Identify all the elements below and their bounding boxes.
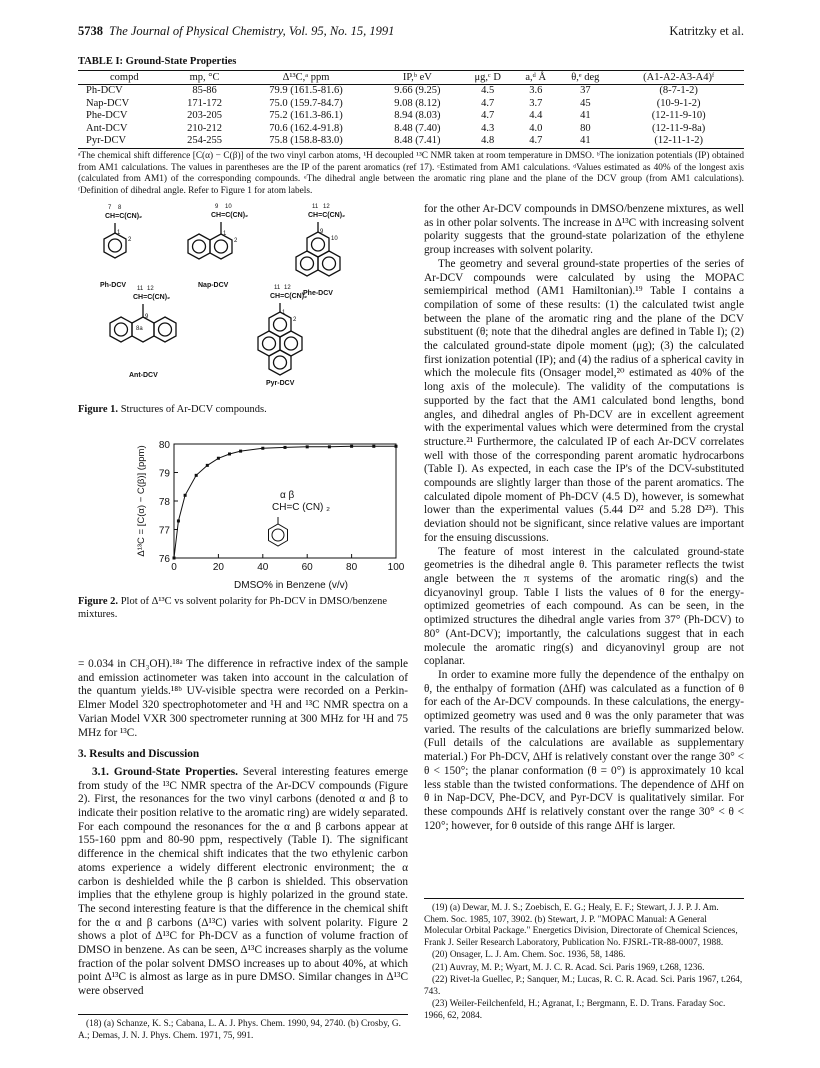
ant-atom-9: 9 (145, 314, 149, 320)
ant-atom-12: 12 (147, 286, 154, 292)
x-tick-label: 20 (212, 562, 224, 573)
table-row (78, 135, 744, 148)
figure-1-caption-label: Figure 1. (78, 404, 119, 415)
table-cell: 4.4 (529, 110, 543, 122)
table-cell: 70.6 (162.4-91.8) (269, 122, 343, 134)
reference-23: (23) Weiler-Feilchenfeld, H.; Agranat, I.; Bergmann, E. D. Trans. Faraday Soc. 1966, 62, 2084. (424, 999, 726, 1021)
right-paragraph-3: The feature of most interest in the calculated ground-state geometries is the dihedral angle θ. This parameter reflects the twist angle between the π systems of the aromatic ring(s) and the dicyanovinyl group. Table I lists the values of θ for the energy-optimized geometries of each compound. As can be seen, in the optimized structures the dihedral angle varies from 37° (Ph-DCV) to 80° (Ant-DCV); importantly, the calculations suggest that in each molecule the aromatic ring(s) and dicyanovinyl group are not coplanar. (424, 545, 744, 668)
data-point (206, 464, 209, 467)
header-author: Katritzky et al. (669, 24, 744, 38)
table-row (78, 98, 744, 111)
table-cell: 79.9 (161.5-81.6) (269, 85, 343, 96)
phe-ring-b (296, 251, 318, 276)
figure-1-caption (78, 404, 408, 417)
nap-atom-2: 2 (234, 238, 238, 244)
table-cell: Nap-DCV (86, 97, 130, 109)
table-cell: 4.3 (481, 122, 495, 134)
x-tick-label: 40 (257, 562, 269, 573)
table-row (78, 85, 744, 98)
journal-citation: The Journal of Physical Chemistry, Vol. 95, No. 15, 1991 (109, 24, 395, 38)
table-cell: 9.66 (9.25) (394, 85, 441, 96)
ant-atom-8a: 8a (136, 326, 143, 332)
table-cell: Phe-DCV (86, 110, 128, 122)
phe-dcv-label: Phe-DCV (303, 290, 333, 297)
table-cell: 4.5 (481, 85, 495, 96)
figure-1-structures (78, 200, 408, 402)
table-cell: Ph-DCV (86, 85, 123, 96)
table-cell: 8.94 (8.03) (394, 110, 441, 122)
data-point (177, 519, 180, 522)
nap-ring-b (188, 234, 210, 259)
table-cell: 80 (580, 122, 591, 134)
y-tick-label: 80 (158, 440, 170, 451)
table-cell: 8.48 (7.41) (374, 135, 462, 148)
table-cell: 210-212 (187, 122, 223, 134)
right-column-text (424, 203, 744, 833)
reference-19: (19) (a) Dewar, M. J. S.; Zoebisch, E. G.; Healy, E. F.; Stewart, J. J. P. J. Am. Chem. Soc. 1985, 107, 3902. (b) Stewart, J. P. "MOPAC Manual: A General Molecular Orbital Package." Energetics Division, Directorate of Chemical Sciences, Frank J. Seiler Research Laboratory, Publication No. FJSRL-TR-88-0007, 1988. (424, 903, 738, 948)
figure-1-caption-text: Structures of Ar-DCV compounds. (120, 404, 267, 415)
table-header-row (78, 71, 744, 85)
table-title: TABLE I: Ground-State Properties (78, 56, 237, 67)
pyr-atom-12: 12 (284, 285, 291, 291)
ph-atom-7: 7 (108, 205, 112, 211)
data-point (195, 474, 198, 477)
table-cell: 75.8 (158.8-83.0) (239, 135, 374, 148)
left-references (78, 1014, 408, 1043)
ant-ring-b (110, 317, 132, 342)
data-point (184, 494, 187, 497)
nap-atom-1: 1 (223, 231, 227, 237)
table-cell: Ant-DCV (86, 122, 128, 134)
nap-atom-10: 10 (225, 204, 232, 210)
ph-dcv-label: Ph-DCV (100, 282, 127, 289)
figure-2-caption-label: Figure 2. (78, 596, 119, 607)
figure-2-caption (78, 596, 408, 621)
phe-atom-11: 11 (312, 204, 319, 210)
reference-20: (20) Onsager, L. J. Am. Chem. Soc. 1936, 58, 1486. (432, 950, 626, 960)
table-cell: 45 (580, 97, 591, 109)
pyr-atom-2: 2 (293, 317, 297, 323)
right-paragraph-2: The geometry and several ground-state properties of the series of Ar-DCV compounds were calculated by using the MOPAC semiempirical method (AM1 Hamiltonian).¹⁹ Table I contains a compilation of some of these results: (1) the calculated twist angle between the plane of the aromatic ring and the plane of the DCV substituent (θ; note that the dihedral angles are defined in Table I); (2) the calculated ground-state dipole moment (μg); (3) the calculated first ionization potential (IP); and (4) the radius of a spherical cavity in which the molecule fits (Onsager model,²⁰ estimated as 40% of the long axis of the molecule). The validity of the computations is supported by the fact that the AM1 calculated bond lengths, bond angles, and dihedral angles of Ph-DCV are in excellent agreement with the experimental values which were determined from the crystal structure.²¹ Furthermore, the calculated IP of each Ar-DCV correlates well with those of the corresponding parent aromatic hydrocarbons (Table I). As expected, in each case the IP's of the DCV-substituted compounds are slightly larger than those of the parent aromatics. The calculated dipole moment of Ph-DCV (4.5 D), however, is somewhat lower than the experimental values (5.44 D²² and 5.28 D²³). This deviation should not be significant, since relative values are important for the ensuing discussions. (424, 257, 744, 544)
data-point (217, 457, 220, 460)
ph-substituent: CH=C(CN)₂ (105, 213, 143, 220)
data-point (239, 450, 242, 453)
phe-atom-9: 9 (320, 229, 324, 235)
inset-greek-labels: α β (280, 490, 295, 501)
x-tick-label: 80 (346, 562, 358, 573)
col-dihedral-def: (A1-A2-A3-A4)ᶠ (613, 71, 744, 85)
data-point (350, 445, 353, 448)
table-cell: (12-11-9-8a) (652, 122, 706, 134)
ant-substituent: CH=C(CN)₂ (133, 294, 171, 301)
table-cell: 37 (580, 85, 591, 96)
table-cell: 75.2 (161.3-86.1) (269, 110, 343, 122)
plot-frame (174, 444, 396, 558)
reference-21: (21) Auvray, M. P.; Wyart, M. J. C. R. Acad. Sci. Paris 1969, t.268, 1236. (432, 962, 705, 973)
table-cell: 4.7 (481, 110, 495, 122)
col-compd: compd (78, 71, 171, 85)
right-references (424, 898, 744, 1023)
data-point (173, 557, 176, 560)
y-tick-label: 78 (158, 497, 170, 508)
table-cell: (12-11-1-2) (613, 135, 744, 148)
pyr-atom-1: 1 (282, 310, 286, 316)
data-point (395, 445, 398, 448)
ph-aromatic-circle (109, 239, 122, 252)
ph-atom-1: 1 (117, 230, 121, 236)
left-column-text (78, 658, 408, 999)
table-cell: 254-255 (171, 135, 239, 148)
col-dipole: μg,ᶜ D (461, 71, 514, 85)
table-cell: 8.48 (7.40) (394, 122, 441, 134)
inset-aromatic-circle (272, 529, 284, 541)
left-paragraph-1: = 0.034 in CH₃OH).¹⁸ᵃ The difference in refractive index of the sample and emission actinometer was taken into account in the calculation of the quantum yields.¹⁸ᵇ UV-visible spectra were recorded on a Perkin-Elmer Model 320 spectrophotometer and ¹H and ¹³C NMR spectra on a Varian Model VXR 300 spectrometer running at 300 MHz for ¹H and 75 MHz for ¹³C. (78, 658, 408, 739)
ant-ring-c (154, 317, 176, 342)
header-left (78, 24, 394, 39)
data-point (284, 446, 287, 449)
page-header (78, 24, 744, 44)
col-delta13c: Δ¹³C,ᵃ ppm (239, 71, 374, 85)
col-radius: a,ᵈ Å (514, 71, 557, 85)
pyr-ring-d (269, 350, 291, 375)
table-cell: 4.8 (461, 135, 514, 148)
ant-dcv-label: Ant-DCV (129, 372, 158, 379)
phe-ring-c (318, 251, 340, 276)
reference-22: (22) Rivet-la Guellec, P.; Sanquer, M.; Lucas, R. C. R. Acad. Sci. Paris 1967, t.264, 743. (424, 975, 743, 997)
phe-atom-12: 12 (323, 204, 330, 210)
x-axis-label: DMSO% in Benzene (v/v) (234, 580, 348, 591)
y-tick-label: 76 (158, 554, 170, 565)
data-point (261, 447, 264, 450)
table-cell: 41 (580, 110, 591, 122)
table-cell: 85-86 (192, 85, 217, 96)
table-cell: (10-9-1-2) (656, 97, 701, 109)
left-paragraph-2 (78, 766, 408, 999)
pyr-dcv-label: Pyr-DCV (266, 380, 295, 387)
right-paragraph-4: In order to examine more fully the dependence of the enthalpy on θ, the enthalpy of formation (ΔHf) was calculated as a function of θ for each of the Ar-DCV compounds. In these calculations, the energy-optimized geometry was used and θ was the only parameter that was varied. The results of the calculations are briefly summarized below. (Full details of the calculations are available as supplementary material.) For Ph-DCV, ΔHf is relatively constant over the range 30° < θ < 150°; the planar conformation (θ = 0°) is approximately 10 kcal less stable than the twisted conformations. The dependence of ΔHf on θ in Nap-DCV, Phe-DCV, and Pyr-DCV is qualitatively similar. For these compounds ΔHf is relatively constant over the range 30° < θ < 120°; however, for θ outside of this range ΔHf is larger. (424, 668, 744, 832)
table-cell: 4.0 (529, 122, 543, 134)
x-tick-label: 100 (387, 562, 405, 573)
structures-drawing (78, 200, 408, 402)
ph-atom-2: 2 (128, 237, 132, 243)
table-row (78, 110, 744, 123)
nap-atom-9: 9 (215, 204, 219, 210)
table-cell: Pyr-DCV (78, 135, 171, 148)
ph-atom-8: 8 (118, 205, 122, 211)
data-point (372, 445, 375, 448)
pyr-substituent: CH=C(CN)₂ (270, 293, 308, 300)
y-tick-label: 77 (158, 525, 170, 537)
table-cell: 3.6 (529, 85, 543, 96)
inset-benzene-ring (269, 524, 288, 546)
nap-dcv-label: Nap-DCV (198, 282, 229, 289)
nap-ring-a (210, 234, 232, 259)
left-paragraph-2-text: Several interesting features emerge from study of the ¹³C NMR spectra of the Ar-DCV compounds (Figure 2). First, the resonances for the two vinyl carbons (denoted α and β to indicate their position relative to the aromatic ring) are widely separated. For each compound the resonances for the α and β carbons appear at 155-160 ppm and 80-90 ppm, respectively (Table I). The significant difference in the chemical shift indicates that the two ethylenic carbon atoms experience a widely different electronic environment; the α carbon is deshielded while the β carbon is shielded. This observation implies that the ethylene group is highly polarized in the ground state. The second interesting feature is that the difference in the chemical shift for the α and β carbons (Δ¹³C) varies with solvent polarity. Figure 2 shows a plot of Δ¹³C for Ph-DCV as a function of volume fraction of DMSO in benzene. As can be seen, Δ¹³C increases sharply as the volume fraction of the polar solvent DMSO increases up to about 40%, at which point Δ¹³C is almost as large as in pure DMSO. Similar changes in Δ¹³C were observed (78, 765, 408, 998)
table-cell: 3.7 (529, 97, 543, 109)
y-axis-label: Δ¹³C = [C(α) − C(β)] (ppm) (136, 445, 147, 557)
section-heading: 3. Results and Discussion (78, 748, 200, 761)
subsection-heading: 3.1. Ground-State Properties. (92, 765, 238, 778)
data-point (306, 445, 309, 448)
figure-2-caption-text: Plot of Δ¹³C vs solvent polarity for Ph-DCV in DMSO/benzene mixtures. (78, 596, 387, 620)
nap-substituent: CH=C(CN)₂ (211, 212, 249, 219)
table-footnotes: ᵃThe chemical shift difference [C(α) − C(β)] of the two vinyl carbon atoms, ¹H decoupled ¹³C NMR taken at room temperature in DMSO. ᵇThe ionization potentials (IP) obtained from AM1 calculations. The values in parentheses are the IP of the parent aromatics (ref 17). ᶜEstimated from AM1 calculations. ᵈValues estimated as 40% of the longest axis (calculated from AM1) of the corresponding compounds. ᵉThe dihedral angle between the aromatic ring plane and the plane of the DCV group (from AM1 calculations). ᶠDefinition of dihedral angle. Refer to Figure 1 for atom labels. (78, 151, 744, 196)
phe-substituent: CH=C(CN)₂ (308, 212, 346, 219)
table-cell: 9.08 (8.12) (394, 97, 441, 109)
table-cell: 203-205 (187, 110, 223, 122)
data-point (228, 452, 231, 455)
table-row (78, 123, 744, 136)
table-cell: 41 (557, 135, 613, 148)
properties-table (78, 70, 744, 149)
table-cell: 4.7 (481, 97, 495, 109)
x-tick-label: 60 (301, 562, 313, 573)
col-ip: IP,ᵇ eV (374, 71, 462, 85)
x-tick-label: 0 (171, 562, 177, 573)
inset-formula: CH=C (CN) ₂ (272, 502, 331, 513)
figure-2-chart (78, 438, 408, 592)
data-point (328, 445, 331, 448)
delta-c13-plot (78, 438, 408, 592)
table-cell: 171-172 (187, 97, 223, 109)
pyr-atom-11: 11 (274, 285, 281, 291)
table-cell: (8-7-1-2) (659, 85, 698, 96)
right-paragraph-1: for the other Ar-DCV compounds in DMSO/benzene mixtures, as well as in other polar solvents. The increase in Δ¹³C with increasing solvent polarity suggests that the ground-state polarization of the ethylene group increases with solvent polarity. (424, 203, 744, 257)
ph-ring (104, 233, 126, 258)
table-cell: 4.7 (514, 135, 557, 148)
table-cell: 75.0 (159.7-84.7) (269, 97, 343, 109)
y-tick-label: 79 (158, 468, 170, 480)
col-theta: θ,ᵉ deg (557, 71, 613, 85)
col-mp: mp, °C (171, 71, 239, 85)
reference-18: (18) (a) Schanze, K. S.; Cabana, L. A. J. Phys. Chem. 1990, 94, 2740. (b) Crosby, G. A.; Demas, J. N. J. Phys. Chem. 1971, 75, 991. (78, 1019, 401, 1041)
ant-atom-11: 11 (137, 286, 144, 292)
page-number: 5738 (78, 24, 103, 38)
table-cell: (12-11-9-10) (651, 110, 706, 122)
phe-atom-10: 10 (331, 236, 338, 242)
